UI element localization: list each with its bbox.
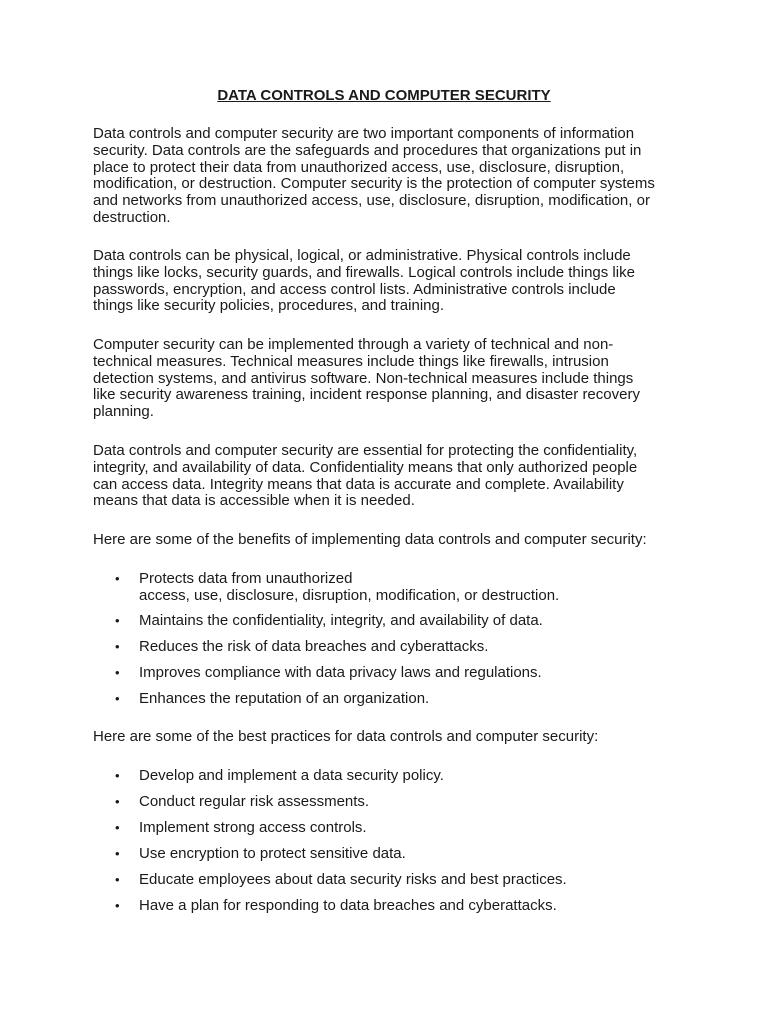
text-line: destruction. — [93, 208, 171, 226]
text-line: access, use, disclosure, disruption, modification, or destruction. — [139, 586, 560, 604]
paragraph-cia-triad — [93, 443, 685, 510]
text-line: Develop and implement a data security policy. — [139, 767, 444, 784]
paragraph-security-measures — [93, 337, 685, 421]
text-line: Computer security can be implemented through a variety of technical and non- — [93, 336, 614, 353]
text-line: can access data. Integrity means that data is accurate and complete. Availability — [93, 475, 624, 493]
benefits-intro — [93, 532, 685, 549]
bullet-icon: • — [115, 794, 120, 809]
bullet-icon: • — [115, 639, 120, 654]
list-item-text — [139, 613, 699, 630]
text-line: Use encryption to protect sensitive data. — [139, 845, 406, 862]
text-line: security. Data controls are the safeguards and procedures that organizations put in — [93, 141, 642, 159]
bullet-icon: • — [115, 571, 120, 586]
list-item-text — [139, 768, 699, 785]
text-line: Educate employees about data security risks and best practices. — [139, 871, 567, 888]
list-item-text — [139, 639, 699, 656]
bullet-icon: • — [115, 691, 120, 706]
bullet-icon: • — [115, 846, 120, 861]
bullet-icon: • — [115, 898, 120, 913]
text-line: Here are some of the best practices for data controls and computer security: — [93, 728, 599, 745]
paragraph-intro — [93, 126, 685, 227]
text-line: place to protect their data from unauthorized access, use, disclosure, disruption, — [93, 158, 625, 176]
text-line: Implement strong access controls. — [139, 819, 367, 836]
text-line: Enhances the reputation of an organization. — [139, 690, 430, 707]
list-item-text — [139, 898, 699, 915]
text-line: and networks from unauthorized access, use, disclosure, disruption, modification, or — [93, 192, 650, 210]
text-line: Improves compliance with data privacy laws and regulations. — [139, 664, 542, 681]
list-item-text — [139, 794, 699, 811]
practices-intro — [93, 729, 685, 746]
text-line: detection systems, and antivirus software. Non-technical measures include things — [93, 369, 634, 387]
text-line: technical measures. Technical measures include things like firewalls, intrusion — [93, 352, 609, 370]
list-item-text — [139, 820, 699, 837]
text-line: things like locks, security guards, and firewalls. Logical controls include things like — [93, 263, 635, 281]
list-item-text — [139, 872, 699, 889]
bullet-icon: • — [115, 872, 120, 887]
text-line: Reduces the risk of data breaches and cyberattacks. — [139, 638, 489, 655]
text-line: means that data is accessible when it is needed. — [93, 492, 415, 510]
text-line: Data controls and computer security are essential for protecting the confidentiality, — [93, 442, 638, 459]
list-item-text — [139, 665, 699, 682]
bullet-icon: • — [115, 768, 120, 783]
text-line: Data controls and computer security are two important components of information — [93, 125, 635, 142]
text-line: modification, or destruction. Computer security is the protection of computer systems — [93, 175, 655, 193]
bullet-icon: • — [115, 665, 120, 680]
text-line: Have a plan for responding to data breaches and cyberattacks. — [139, 897, 557, 914]
text-line: Protects data from unauthorized — [139, 570, 353, 587]
text-line: integrity, and availability of data. Confidentiality means that only authorized people — [93, 458, 638, 476]
text-line: planning. — [93, 403, 154, 421]
list-item-text — [139, 846, 699, 863]
text-line: Here are some of the benefits of implementing data controls and computer security: — [93, 531, 647, 548]
text-line: Conduct regular risk assessments. — [139, 793, 370, 810]
list-item-text — [139, 691, 699, 708]
text-line: Data controls can be physical, logical, or administrative. Physical controls include — [93, 247, 631, 264]
bullet-icon: • — [115, 613, 120, 628]
list-item-text — [139, 571, 699, 605]
paragraph-control-types — [93, 248, 685, 315]
bullet-icon: • — [115, 820, 120, 835]
text-line: passwords, encryption, and access control lists. Administrative controls include — [93, 280, 616, 298]
text-line: like security awareness training, incident response planning, and disaster recovery — [93, 386, 640, 404]
document-title: DATA CONTROLS AND COMPUTER SECURITY — [217, 87, 551, 104]
text-line: things like security policies, procedures, and training. — [93, 297, 445, 315]
text-line: Maintains the confidentiality, integrity, and availability of data. — [139, 612, 543, 629]
